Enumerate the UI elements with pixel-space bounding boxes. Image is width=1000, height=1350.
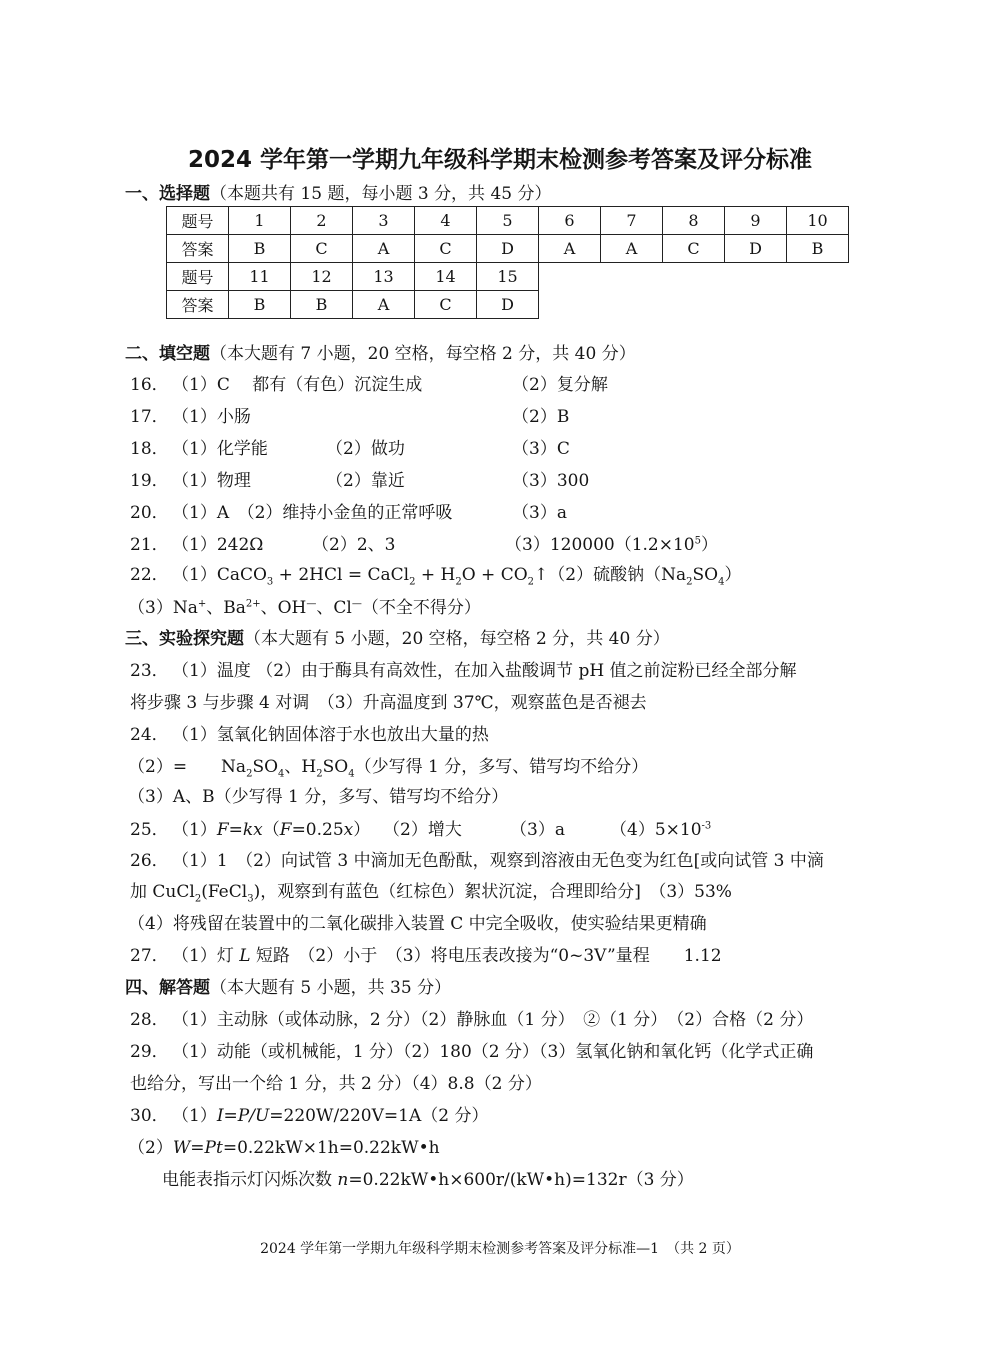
q30-number: 30．: [130, 1106, 169, 1126]
q16-answer-2: （2）复分解: [512, 375, 608, 395]
q27-number: 27．: [130, 946, 169, 966]
q18-answer-1: （1）化学能: [172, 439, 268, 459]
q27-answer: （1）灯 L 短路 （2）小于 （3）将电压表改接为“0~3V”量程 1.12: [172, 946, 722, 966]
q23-line-2: 将步骤 3 与步骤 4 对调 （3）升高温度到 37℃，观察蓝色是否褪去: [130, 693, 647, 713]
q30-line-3: 电能表指示灯闪烁次数 n=0.22kW•h×600r/(kW•h)=132r（3 分）: [162, 1170, 694, 1190]
q26-line-2: 加 CuCl$_2$(FeCl$_3$)，观察到有蓝色（红棕色）絮状沉淀，合理即给分] （3）53%: [130, 882, 732, 905]
q21-answer-3: $(3)120000(1.2\times 10^5)$: [505, 535, 718, 555]
q17-answer-1: （1）小肠: [172, 407, 251, 427]
table-row: 答案 B B A C D: [167, 291, 849, 319]
q17-number: 17．: [130, 407, 169, 427]
q28-number: 28．: [130, 1010, 169, 1030]
section-3-heading: 三、实验探究题（本大题有 5 小题，20 空格，每空格 2 分，共 40 分）: [125, 629, 670, 649]
q29-line-2: 也给分，写出一个给 1 分，共 2 分）（4）8.8（2 分）: [130, 1074, 542, 1094]
q29-line-1: （1）动能（或机械能，1 分）（2）180（2 分）（3）氢氧化钠和氧化钙（化学式正确: [172, 1042, 814, 1062]
q29-number: 29．: [130, 1042, 169, 1062]
q18-number: 18．: [130, 439, 169, 459]
q16-answer-1: （1）C 都有（有色）沉淀生成: [172, 375, 423, 395]
q21-answer-2: （2）2、3: [312, 535, 396, 555]
q21-number: 21．: [130, 535, 169, 555]
q28-answer: （1）主动脉（或体动脉，2 分）（2）静脉血（1 分） ②（1 分） （2）合格（2 分）: [172, 1010, 814, 1030]
table-row: 题号 11 12 13 14 15: [167, 263, 849, 291]
q24-line-1: （1）氢氧化钠固体溶于水也放出大量的热: [172, 725, 489, 745]
q26-line-3: （4）将残留在装置中的二氧化碳排入装置 C 中完全吸收，使实验结果更精确: [128, 914, 707, 934]
q26-line-1: （1）1 （2）向试管 3 中滴加无色酚酞，观察到溶液由无色变为红色[或向试管 3 中滴: [172, 851, 824, 871]
q26-number: 26．: [130, 851, 169, 871]
q20-number: 20．: [130, 503, 169, 523]
q18-answer-2: （2）做功: [326, 439, 405, 459]
q25-answer-3: （3）a: [510, 820, 565, 840]
q30-line-1: （1）I=P/U=220W/220V=1A（2 分）: [172, 1106, 489, 1126]
q19-answer-2: （2）靠近: [326, 471, 405, 491]
q18-answer-3: （3）C: [512, 439, 570, 459]
q23-number: 23．: [130, 661, 169, 681]
q20-answer-1: （1）A （2）维持小金鱼的正常呼吸: [172, 503, 453, 523]
q19-answer-1: （1）物理: [172, 471, 251, 491]
section-4-heading: 四、解答题（本大题有 5 小题，共 35 分）: [125, 978, 452, 998]
q16-number: 16．: [130, 375, 169, 395]
q21-answer-1: （1）242Ω: [172, 535, 264, 555]
q19-answer-3: （3）300: [512, 471, 590, 491]
section-1-heading: 一、选择题（本题共有 15 题，每小题 3 分，共 45 分）: [125, 184, 552, 204]
q24-line-2: （2）= $Na_2SO_4$、$H_2SO_4$（少写得 1 分，多写、错写均不给分）: [128, 757, 649, 780]
q25-answer-1: （1）F=kx（F=0.25x）: [172, 820, 371, 840]
page-footer: 2024 学年第一学期九年级科学期末检测参考答案及评分标准—1 （共 2 页）: [260, 1241, 740, 1257]
q24-number: 24．: [130, 725, 169, 745]
q24-line-3: （3）A、B（少写得 1 分，多写、错写均不给分）: [128, 787, 509, 807]
q19-number: 19．: [130, 471, 169, 491]
q23-line-1: （1）温度 （2）由于酶具有高效性，在加入盐酸调节 pH 值之前淀粉已经全部分解: [172, 661, 797, 681]
q20-answer-2: （3）a: [512, 503, 567, 523]
q25-answer-2: （2）增大: [383, 820, 462, 840]
answer-table: [166, 206, 849, 319]
q22-answer-3: （3）Na+、$Ba^{2+}$、OH—、Cl—（不全不得分）: [128, 598, 481, 618]
q22-number: 22．: [130, 565, 169, 585]
q25-answer-4: $(4)5\times 10^{-3}$: [610, 820, 712, 840]
q22-answer-1: （1）CaCO$_3$ + 2HCl = CaCl$_2$ + $H_2O$ + $CO_2↑(2)$硫酸钠$(Na_2SO_4)$: [172, 565, 742, 588]
section-2-heading: 二、填空题（本大题有 7 小题，20 空格，每空格 2 分，共 40 分）: [125, 344, 636, 364]
q30-line-2: （2）W=Pt=0.22kW×1h=0.22kW•h: [128, 1138, 440, 1158]
table-row: 题号 1 2 3 4 5 6 7 8 9 10: [167, 207, 849, 235]
table-row: 答案 B C A C D A A C D B: [167, 235, 849, 263]
page-title: 2024 学年第一学期九年级科学期末检测参考答案及评分标准: [187, 147, 813, 173]
q17-answer-2: （2）B: [512, 407, 570, 427]
q25-number: 25．: [130, 820, 169, 840]
